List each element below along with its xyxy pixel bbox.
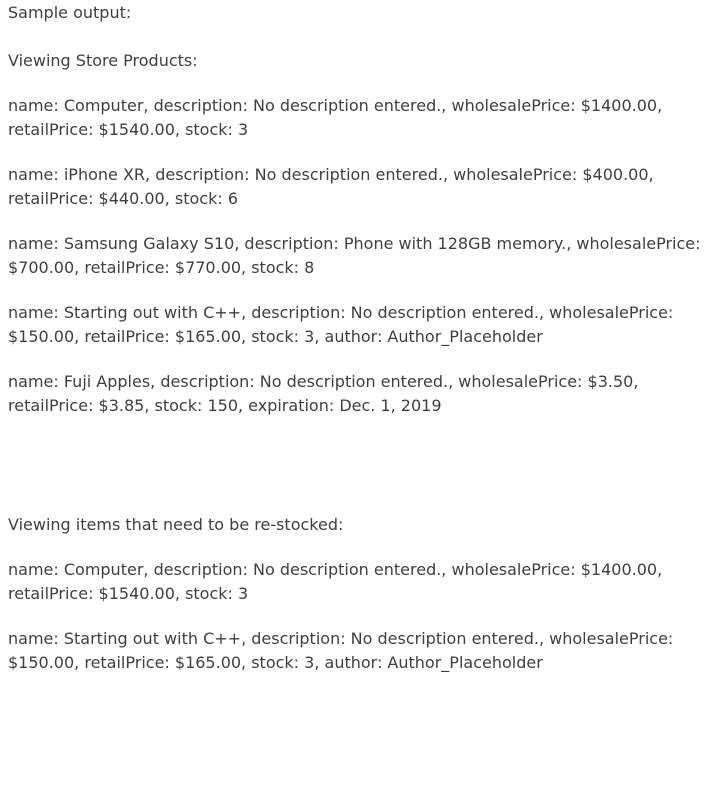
restock-line: name: Computer, description: No description entered., wholesalePrice: $1400.00, retailPrice: $1540.00, stock: 3 [8, 560, 663, 603]
restock-section [8, 513, 707, 675]
restock-heading: Viewing items that need to be re-stocked: [8, 515, 344, 534]
product-line: name: Fuji Apples, description: No description entered., wholesalePrice: $3.50, retailPrice: $3.85, stock: 150, expiration: Dec. 1, 2019 [8, 372, 639, 415]
intro-text: Sample output: [8, 3, 132, 22]
product-line: name: Computer, description: No description entered., wholesalePrice: $1400.00, retailPrice: $1540.00, stock: 3 [8, 96, 663, 139]
product-line: name: Samsung Galaxy S10, description: Phone with 128GB memory., wholesalePrice: $700.00, retailPrice: $770.00, stock: 8 [8, 234, 701, 277]
product-line: name: iPhone XR, description: No description entered., wholesalePrice: $400.00, retailPrice: $440.00, stock: 6 [8, 165, 654, 208]
restock-line: name: Starting out with C++, description: No description entered., wholesalePrice: $150.00, retailPrice: $165.00, stock: 3, author: Author_Placeholder [8, 629, 674, 672]
store-products-heading: Viewing Store Products: [8, 51, 198, 70]
section-spacer [8, 439, 707, 513]
store-products-section [8, 49, 707, 418]
product-line: name: Starting out with C++, description: No description entered., wholesalePrice: $150.00, retailPrice: $165.00, stock: 3, author: Author_Placeholder [8, 303, 674, 346]
